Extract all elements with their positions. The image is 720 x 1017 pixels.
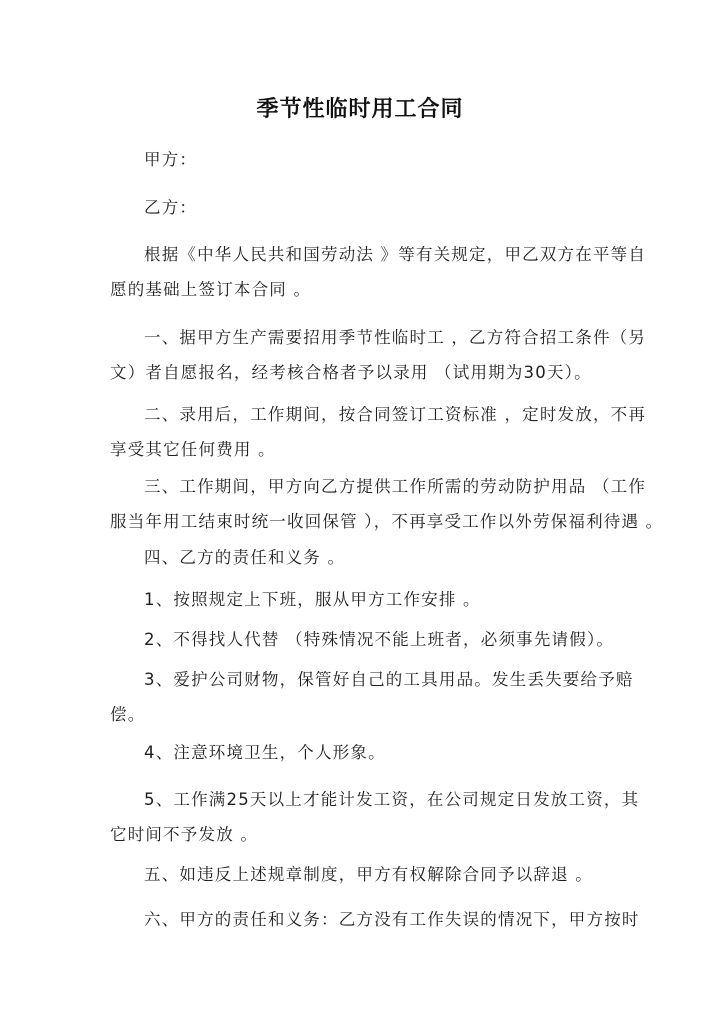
clause-5: 五、如违反上述规章制度，甲方有权解除合同予以辞退 。 xyxy=(144,865,593,884)
clause-4-item-3-line-2: 偿。 xyxy=(110,705,146,724)
clause-2-line-1: 二、录用后，工作期间，按合同签订工资标准 ，定时发放，不再 xyxy=(144,405,647,424)
clause-4-heading: 四、乙方的责任和义务 。 xyxy=(144,548,346,567)
document-title: 季节性临时用工合同 xyxy=(256,96,464,122)
clause-4-item-2: 2、不得找人代替 （特殊情况不能上班者，必须事先请假）。 xyxy=(144,630,615,649)
preamble-line-2: 愿的基础上签订本合同 。 xyxy=(110,280,312,299)
clause-4-item-1: 1、按照规定上下班，服从甲方工作安排 。 xyxy=(144,590,481,609)
party-a-label: 甲方： xyxy=(144,150,198,169)
clause-4-item-5-line-1: 5、工作满25天以上才能计发工资，在公司规定日发放工资，其 xyxy=(144,790,640,809)
clause-2-line-2: 享受其它任何费用 。 xyxy=(110,440,276,459)
clause-1-line-1: 一、据甲方生产需要招用季节性临时工 ，乙方符合招工条件（另 xyxy=(144,328,647,347)
clause-1-line-2: 文）者自愿报名，经考核合格者予以录用 （试用期为30天）。 xyxy=(110,363,592,382)
clause-4-item-5-line-2: 它时间不予发放 。 xyxy=(110,825,259,844)
preamble-line-1: 根据《中华人民共和国劳动法 》等有关规定，甲乙双方在平等自 xyxy=(144,245,647,264)
clause-3-line-1: 三、工作期间，甲方向乙方提供工作所需的劳动防护用品 （工作 xyxy=(144,477,647,496)
party-b-label: 乙方： xyxy=(144,198,198,217)
clause-4-item-4: 4、注意环境卫生，个人形象。 xyxy=(144,743,386,762)
clause-6-line-1: 六、甲方的责任和义务：乙方没有工作失误的情况下，甲方按时 xyxy=(144,910,640,929)
clause-3-line-2: 服当年用工结束时统一收回保管 ），不再享受工作以外劳保福利待遇 。 xyxy=(110,512,664,531)
clause-4-item-3-line-1: 3、爱护公司财物，保管好自己的工具用品。发生丢失要给予赔 xyxy=(144,670,634,689)
